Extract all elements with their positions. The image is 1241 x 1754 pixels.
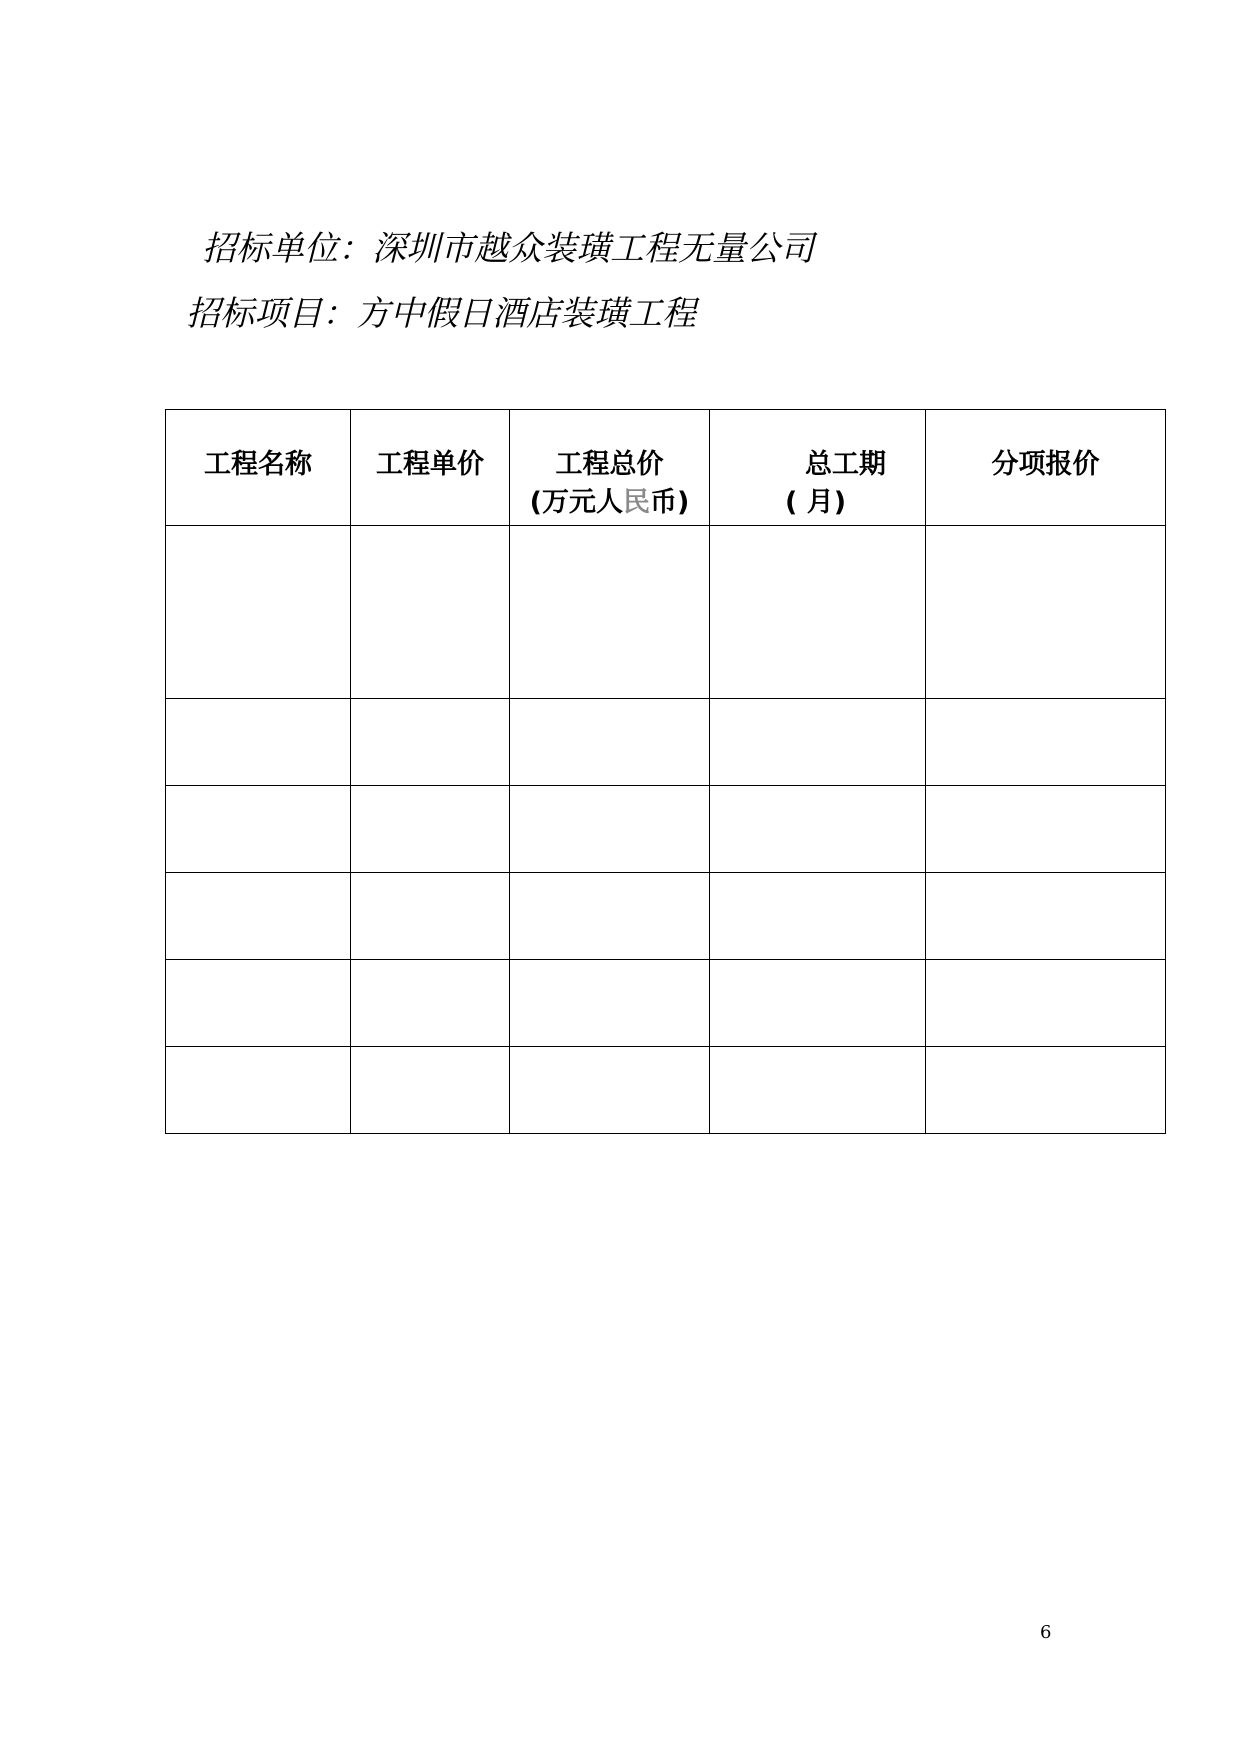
table-cell[interactable] <box>166 960 351 1047</box>
header-label: 总工期 <box>805 449 886 480</box>
table-row <box>166 873 1166 960</box>
header-label: 工程总价 <box>555 449 664 480</box>
table-cell[interactable] <box>710 873 926 960</box>
header-project-name <box>166 410 351 526</box>
table-cell[interactable] <box>351 699 510 786</box>
header-unit-label: ( 月) <box>785 487 847 518</box>
header-unit-label-part: 民 <box>623 487 650 518</box>
table-row <box>166 960 1166 1047</box>
header-unit-label <box>510 484 709 522</box>
table-row <box>166 699 1166 786</box>
table-cell[interactable] <box>926 786 1166 873</box>
table-cell[interactable] <box>710 786 926 873</box>
table-row <box>166 1047 1166 1134</box>
table-cell[interactable] <box>926 1047 1166 1134</box>
table-cell[interactable] <box>351 960 510 1047</box>
header-label: 分项报价 <box>991 449 1100 480</box>
header-unit-label-part: (万元人 <box>529 487 623 518</box>
table-cell[interactable] <box>710 526 926 699</box>
header-itemized-quote <box>926 410 1166 526</box>
table-cell[interactable] <box>710 960 926 1047</box>
tender-unit-line: 招标单位：深圳市越众装璜工程无量公司 <box>202 229 814 269</box>
table-row <box>166 526 1166 699</box>
table-cell[interactable] <box>926 699 1166 786</box>
table-cell[interactable] <box>510 526 710 699</box>
table-cell[interactable] <box>351 1047 510 1134</box>
table-row <box>166 786 1166 873</box>
page-number: 6 <box>1040 1622 1052 1643</box>
table-cell[interactable] <box>510 960 710 1047</box>
table-cell[interactable] <box>710 699 926 786</box>
table-cell[interactable] <box>510 873 710 960</box>
table-cell[interactable] <box>166 526 351 699</box>
table-cell[interactable] <box>166 786 351 873</box>
table-cell[interactable] <box>166 873 351 960</box>
table-cell[interactable] <box>510 786 710 873</box>
bid-price-table <box>165 409 1166 1134</box>
table-cell[interactable] <box>166 699 351 786</box>
table-cell[interactable] <box>510 699 710 786</box>
table-cell[interactable] <box>926 873 1166 960</box>
header-unit-price <box>351 410 510 526</box>
table-cell[interactable] <box>166 1047 351 1134</box>
header-total-duration <box>710 410 926 526</box>
table-cell[interactable] <box>710 1047 926 1134</box>
table-header-row <box>166 410 1166 526</box>
table-cell[interactable] <box>510 1047 710 1134</box>
table-cell[interactable] <box>926 526 1166 699</box>
table-cell[interactable] <box>926 960 1166 1047</box>
tender-project-line: 招标项目：方中假日酒店装璜工程 <box>186 294 696 334</box>
header-label: 工程名称 <box>204 449 312 480</box>
header-total-price <box>510 410 710 526</box>
header-label: 工程单价 <box>376 449 484 480</box>
table-cell[interactable] <box>351 526 510 699</box>
header-unit-label-part: 币) <box>650 487 690 518</box>
table-cell[interactable] <box>351 786 510 873</box>
table-cell[interactable] <box>351 873 510 960</box>
